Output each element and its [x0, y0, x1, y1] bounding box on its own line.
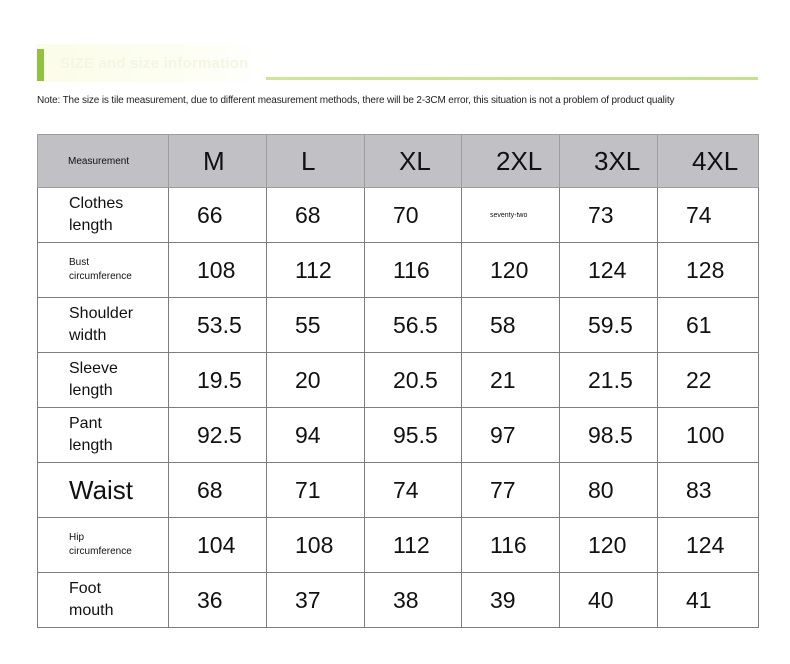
measurement-header: Measurement [38, 135, 169, 188]
table-row-bust-circumference [38, 243, 759, 298]
table-cell: 61 [658, 298, 759, 353]
table-cell: 120 [560, 518, 658, 573]
table-cell: 53.5 [169, 298, 267, 353]
table-cell: seventy-two [462, 188, 560, 243]
table-cell: 120 [462, 243, 560, 298]
table-cell: 124 [560, 243, 658, 298]
table-cell: 70 [365, 188, 462, 243]
table-cell: 71 [267, 463, 365, 518]
table-cell: 36 [169, 573, 267, 628]
table-cell: 108 [169, 243, 267, 298]
table-cell: 37 [267, 573, 365, 628]
row-label-line: Pant [69, 415, 102, 432]
row-label-line: length [69, 382, 113, 399]
table-cell: 77 [462, 463, 560, 518]
table-header-row [38, 135, 759, 188]
size-header-l: L [267, 135, 365, 188]
table-cell: 95.5 [365, 408, 462, 463]
row-label [38, 573, 169, 628]
row-label [38, 188, 169, 243]
row-label [38, 463, 169, 518]
measurement-note: Note: The size is tile measurement, due to different measurement methods, there will be 2-3CM error, this situation is not a problem of product quality [37, 95, 675, 106]
table-row-clothes-length [38, 188, 759, 243]
heading-accent-bar [37, 49, 44, 81]
table-row-waist [38, 463, 759, 518]
table-cell: 116 [462, 518, 560, 573]
table-cell: 68 [267, 188, 365, 243]
row-label [38, 298, 169, 353]
row-label [38, 518, 169, 573]
size-header-xl: XL [365, 135, 462, 188]
table-cell: 97 [462, 408, 560, 463]
size-chart-table [37, 134, 759, 628]
row-label-line: length [69, 437, 113, 454]
table-cell: 21 [462, 353, 560, 408]
table-cell: 128 [658, 243, 759, 298]
table-cell: 20 [267, 353, 365, 408]
table-cell: 94 [267, 408, 365, 463]
table-cell: 74 [365, 463, 462, 518]
table-cell: 59.5 [560, 298, 658, 353]
row-label-line: Waist [69, 475, 134, 505]
table-cell: 83 [658, 463, 759, 518]
table-cell: 19.5 [169, 353, 267, 408]
row-label-line: circumference [69, 546, 132, 557]
table-row-shoulder-width [38, 298, 759, 353]
table-cell: 56.5 [365, 298, 462, 353]
row-label-line: Sleeve [69, 360, 118, 377]
table-cell: 112 [365, 518, 462, 573]
row-label-line: Clothes [69, 195, 124, 212]
table-cell: 21.5 [560, 353, 658, 408]
row-label-line: Shoulder [69, 305, 134, 322]
size-header-m: M [169, 135, 267, 188]
table-cell: 22 [658, 353, 759, 408]
table-cell: 68 [169, 463, 267, 518]
table-cell: 124 [658, 518, 759, 573]
heading-underline [266, 77, 758, 80]
table-cell: 55 [267, 298, 365, 353]
size-header-3xl: 3XL [560, 135, 658, 188]
table-cell: 100 [658, 408, 759, 463]
row-label [38, 243, 169, 298]
table-cell: 116 [365, 243, 462, 298]
row-label-line: circumference [69, 271, 132, 282]
row-label-line: width [69, 327, 107, 344]
row-label-line: Foot [69, 580, 102, 597]
row-label [38, 408, 169, 463]
table-cell: 41 [658, 573, 759, 628]
table-row-pant-length [38, 408, 759, 463]
heading-title: SIZE and size information [60, 55, 249, 72]
row-label-line: Bust [69, 257, 90, 268]
table-cell: 58 [462, 298, 560, 353]
table-row-hip-circumference [38, 518, 759, 573]
size-header-4xl: 4XL [658, 135, 759, 188]
table-cell: 39 [462, 573, 560, 628]
row-label-line: length [69, 217, 113, 234]
table-cell: 104 [169, 518, 267, 573]
table-cell: 74 [658, 188, 759, 243]
row-label [38, 353, 169, 408]
table-cell: 108 [267, 518, 365, 573]
row-label-line: Hip [69, 532, 85, 543]
row-label-line: mouth [69, 602, 114, 619]
table-cell: 80 [560, 463, 658, 518]
table-cell: 66 [169, 188, 267, 243]
table-cell: 40 [560, 573, 658, 628]
table-cell: 98.5 [560, 408, 658, 463]
table-cell: 73 [560, 188, 658, 243]
table-cell: 112 [267, 243, 365, 298]
table-row-foot-mouth [38, 573, 759, 628]
table-cell: 20.5 [365, 353, 462, 408]
table-cell: 92.5 [169, 408, 267, 463]
table-row-sleeve-length [38, 353, 759, 408]
size-header-2xl: 2XL [462, 135, 560, 188]
table-cell: 38 [365, 573, 462, 628]
